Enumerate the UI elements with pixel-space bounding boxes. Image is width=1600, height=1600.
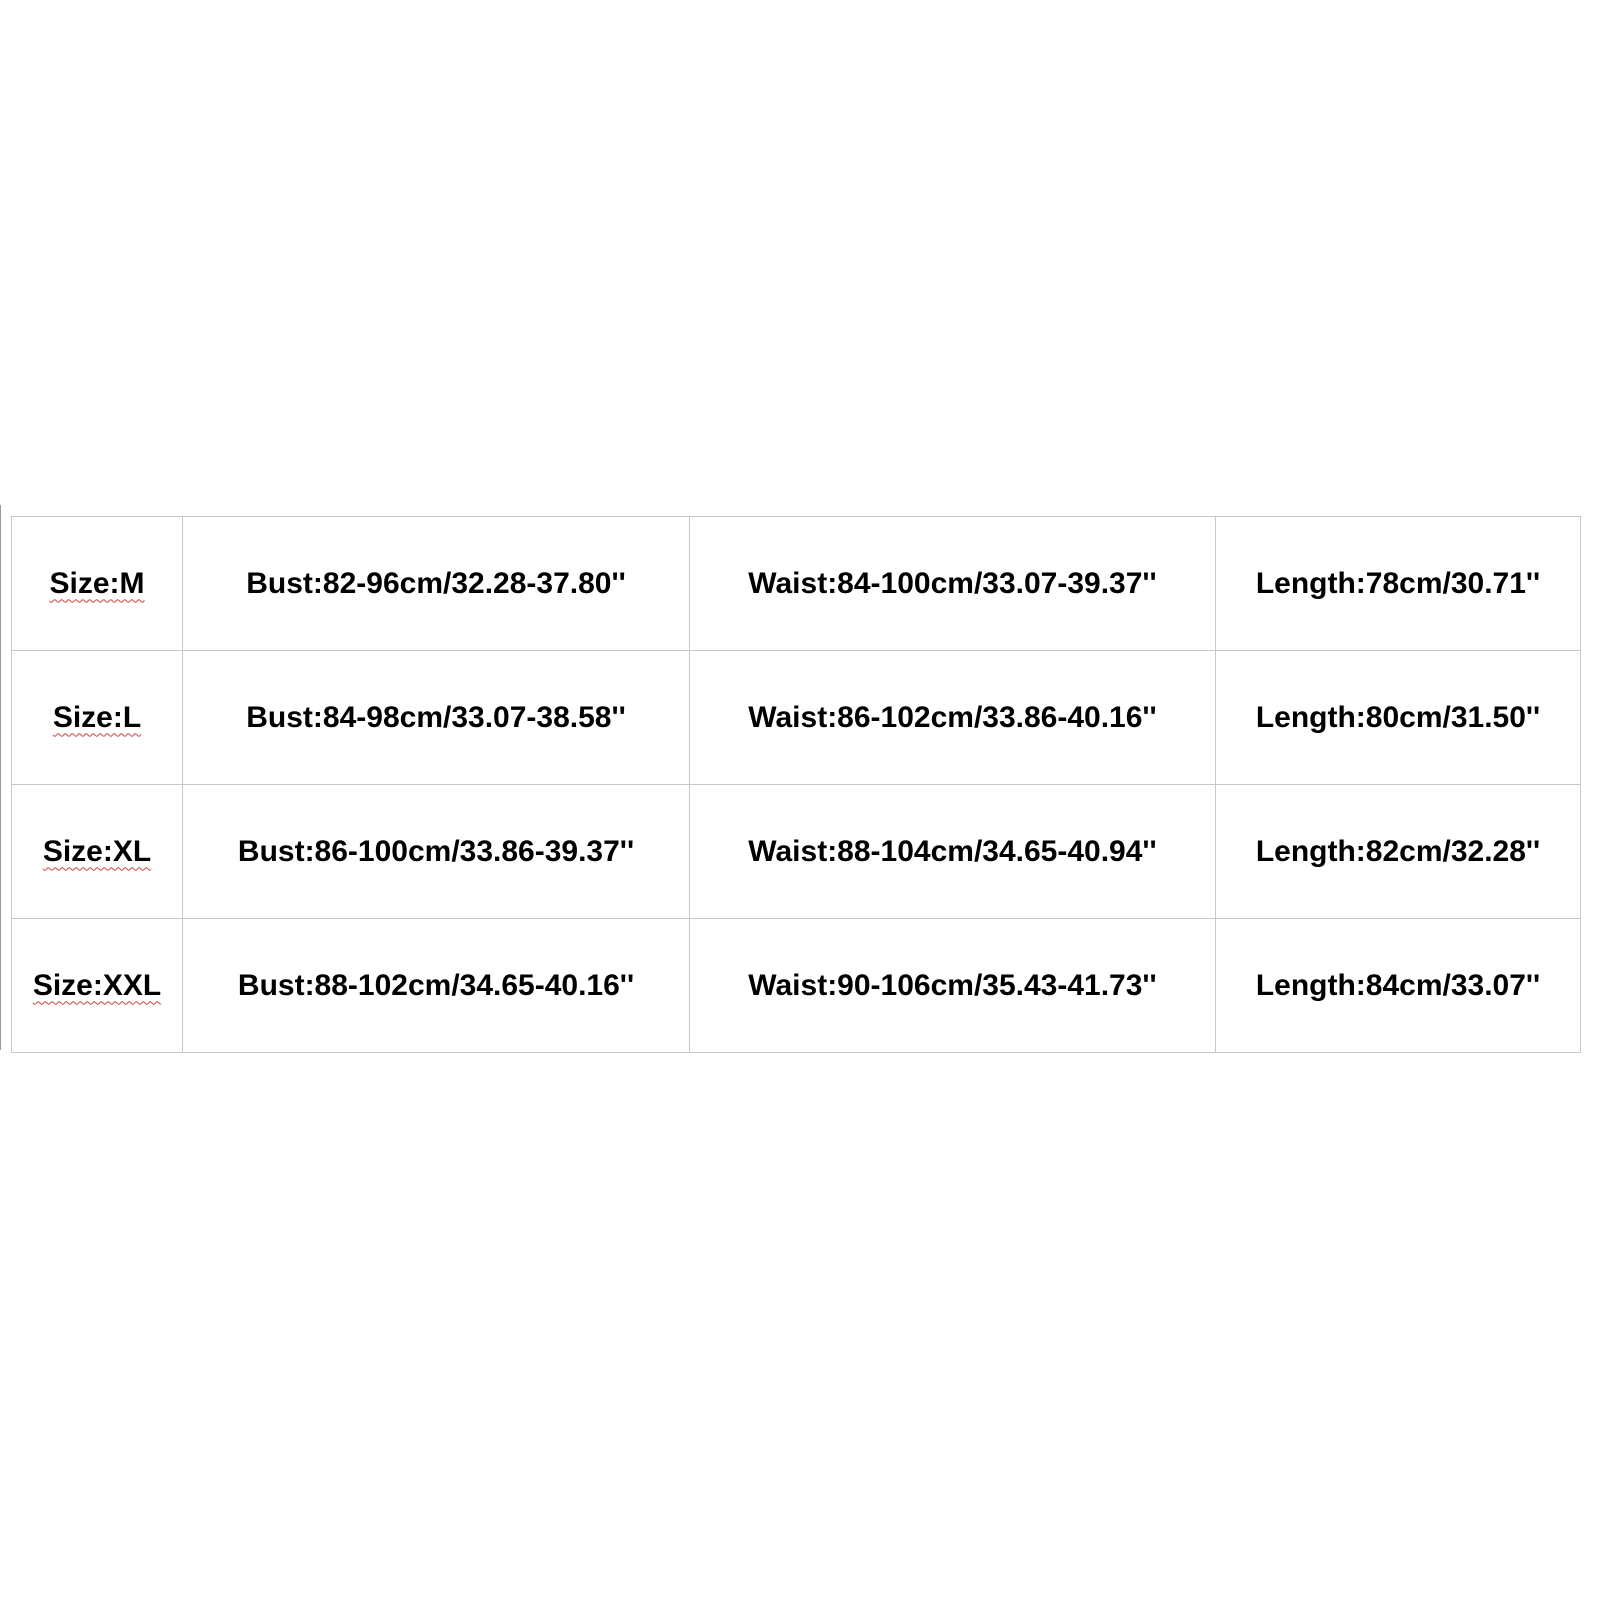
waist-cell: Waist:90-106cm/35.43-41.73'' [690,919,1216,1053]
length-cell: Length:78cm/30.71'' [1216,517,1581,651]
bust-cell: Bust:88-102cm/34.65-40.16'' [183,919,690,1053]
table-row [12,517,1581,651]
size-cell [12,785,183,919]
size-label: Size:XXL [32,968,162,1002]
length-cell: Length:84cm/33.07'' [1216,919,1581,1053]
length-cell: Length:80cm/31.50'' [1216,651,1581,785]
length-cell: Length:82cm/32.28'' [1216,785,1581,919]
table-row [12,785,1581,919]
waist-cell: Waist:84-100cm/33.07-39.37'' [690,517,1216,651]
bust-cell: Bust:84-98cm/33.07-38.58'' [183,651,690,785]
size-cell [12,651,183,785]
size-label: Size:M [49,566,145,600]
table-row [12,919,1581,1053]
waist-cell: Waist:88-104cm/34.65-40.94'' [690,785,1216,919]
size-chart-table [11,516,1581,1053]
size-label: Size:XL [42,834,152,868]
waist-cell: Waist:86-102cm/33.86-40.16'' [690,651,1216,785]
bust-cell: Bust:82-96cm/32.28-37.80'' [183,517,690,651]
size-cell [12,919,183,1053]
left-divider-line [0,505,1,1050]
size-label: Size:L [52,700,142,734]
size-cell [12,517,183,651]
table-row [12,651,1581,785]
bust-cell: Bust:86-100cm/33.86-39.37'' [183,785,690,919]
